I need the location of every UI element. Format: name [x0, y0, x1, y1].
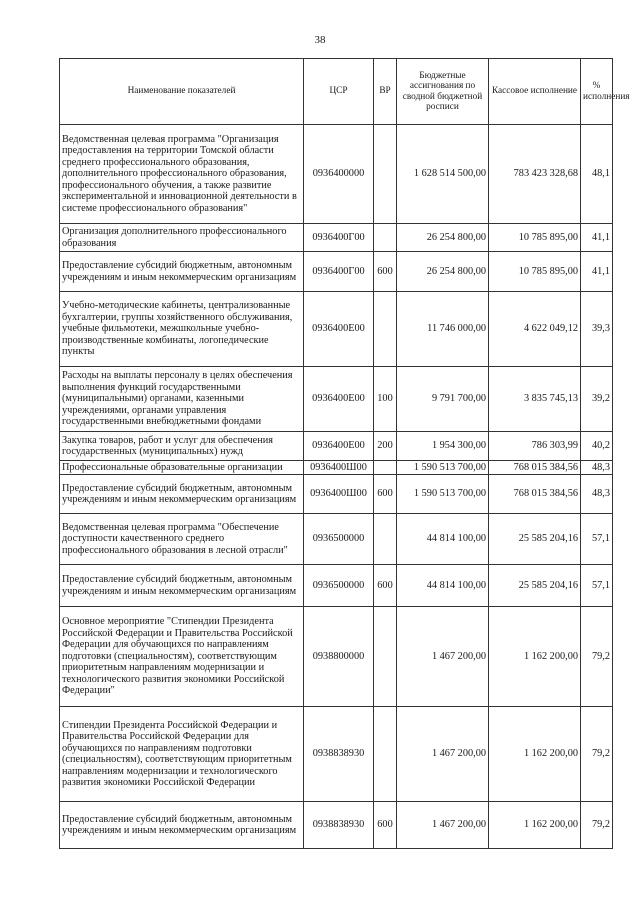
row-vr: 100 [374, 367, 397, 432]
table-row [60, 565, 613, 607]
row-vr: 600 [374, 565, 397, 607]
row-vr [374, 125, 397, 224]
row-name: Предоставление субсидий бюджетным, автономным учреждениям и иным некоммерческим организациям [60, 565, 304, 607]
row-name: Ведомственная целевая программа "Обеспечение доступности качественного среднего профессионального образования в лесной отрасли" [60, 514, 304, 565]
row-name: Ведомственная целевая программа "Организация предоставления на территории Томской области среднего профессионального образования, дополнительного профессионального образования, профессионального обучения, а также развитие экспериментальной и инновационной деятельности в системе профессионального образования" [60, 125, 304, 224]
row-csr: 0936500000 [304, 514, 374, 565]
row-pct: 48,3 [581, 475, 613, 514]
row-cash: 4 622 049,12 [489, 292, 581, 367]
row-vr: 600 [374, 802, 397, 849]
table-header-row [60, 59, 613, 125]
row-pct: 41,1 [581, 252, 613, 292]
table-row [60, 432, 613, 461]
row-csr: 0936500000 [304, 565, 374, 607]
row-pct: 39,3 [581, 292, 613, 367]
row-pct: 79,2 [581, 802, 613, 849]
row-csr: 0936400Ш00 [304, 461, 374, 475]
row-name: Закупка товаров, работ и услуг для обеспечения государственных (муниципальных) нужд [60, 432, 304, 461]
row-allocations: 44 814 100,00 [397, 565, 489, 607]
table-row [60, 367, 613, 432]
row-name: Предоставление субсидий бюджетным, автономным учреждениям и иным некоммерческим организациям [60, 802, 304, 849]
row-csr: 0936400Ш00 [304, 475, 374, 514]
row-pct: 48,1 [581, 125, 613, 224]
row-vr [374, 224, 397, 252]
table-row [60, 252, 613, 292]
header-name: Наименование показателей [60, 59, 304, 125]
row-csr: 0936400Е00 [304, 432, 374, 461]
row-csr: 0938838930 [304, 707, 374, 802]
table-row [60, 224, 613, 252]
table-row [60, 475, 613, 514]
header-allocations: Бюджетные ассигнования по сводной бюджетной росписи [397, 59, 489, 125]
row-allocations: 1 467 200,00 [397, 707, 489, 802]
row-allocations: 1 467 200,00 [397, 802, 489, 849]
row-allocations: 9 791 700,00 [397, 367, 489, 432]
row-name: Предоставление субсидий бюджетным, автономным учреждениям и иным некоммерческим организациям [60, 475, 304, 514]
row-vr [374, 607, 397, 707]
row-cash: 25 585 204,16 [489, 514, 581, 565]
row-pct: 79,2 [581, 607, 613, 707]
row-allocations: 1 590 513 700,00 [397, 461, 489, 475]
row-cash: 10 785 895,00 [489, 224, 581, 252]
table-row [60, 707, 613, 802]
row-cash: 10 785 895,00 [489, 252, 581, 292]
header-vr: ВР [374, 59, 397, 125]
row-pct: 41,1 [581, 224, 613, 252]
row-pct: 79,2 [581, 707, 613, 802]
header-cash: Кассовое исполнение [489, 59, 581, 125]
header-pct: % исполнения [581, 59, 613, 125]
row-csr: 0936400Г00 [304, 224, 374, 252]
row-allocations: 26 254 800,00 [397, 252, 489, 292]
row-vr: 600 [374, 475, 397, 514]
row-csr: 0936400Е00 [304, 292, 374, 367]
table-row [60, 292, 613, 367]
row-allocations: 26 254 800,00 [397, 224, 489, 252]
row-allocations: 1 590 513 700,00 [397, 475, 489, 514]
row-name: Профессиональные образовательные организации [60, 461, 304, 475]
row-cash: 25 585 204,16 [489, 565, 581, 607]
table-row [60, 802, 613, 849]
table-row [60, 125, 613, 224]
row-cash: 3 835 745,13 [489, 367, 581, 432]
row-name: Учебно-методические кабинеты, централизованные бухгалтерии, группы хозяйственного обслуживания, учебные фильмотеки, межшкольные учебно-производственные комбинаты, логопедические пункты [60, 292, 304, 367]
row-cash: 1 162 200,00 [489, 802, 581, 849]
row-csr: 0936400Е00 [304, 367, 374, 432]
page-number: 38 [314, 34, 326, 46]
row-vr [374, 514, 397, 565]
row-cash: 783 423 328,68 [489, 125, 581, 224]
row-pct: 48,3 [581, 461, 613, 475]
table-row [60, 607, 613, 707]
row-name: Предоставление субсидий бюджетным, автономным учреждениям и иным некоммерческим организациям [60, 252, 304, 292]
row-vr: 200 [374, 432, 397, 461]
row-name: Основное мероприятие "Стипендии Президента Российской Федерации и Правительства Российской Федерации для обучающихся по направлениям подготовки (специальностям), соответствующим приоритетным направлениям модернизации и технологического развития экономики Российской Федерации" [60, 607, 304, 707]
row-pct: 39,2 [581, 367, 613, 432]
row-pct: 57,1 [581, 565, 613, 607]
row-cash: 1 162 200,00 [489, 707, 581, 802]
table-row [60, 461, 613, 475]
row-pct: 40,2 [581, 432, 613, 461]
row-allocations: 1 467 200,00 [397, 607, 489, 707]
row-cash: 1 162 200,00 [489, 607, 581, 707]
row-name: Расходы на выплаты персоналу в целях обеспечения выполнения функций государственными (муниципальными) органами, казенными учреждениями, органами управления государственными внебюджетными фондами [60, 367, 304, 432]
row-csr: 0938838930 [304, 802, 374, 849]
row-vr [374, 707, 397, 802]
header-csr: ЦСР [304, 59, 374, 125]
row-csr: 0936400Г00 [304, 252, 374, 292]
table-row [60, 514, 613, 565]
row-vr [374, 292, 397, 367]
row-name: Стипендии Президента Российской Федерации и Правительства Российской Федерации для обучающихся по направлениям подготовки (специальностям), соответствующим приоритетным направлениям модернизации и технологического развития экономики Российской Федерации [60, 707, 304, 802]
row-allocations: 1 954 300,00 [397, 432, 489, 461]
row-name: Организация дополнительного профессионального образования [60, 224, 304, 252]
row-allocations: 11 746 000,00 [397, 292, 489, 367]
row-allocations: 44 814 100,00 [397, 514, 489, 565]
row-cash: 786 303,99 [489, 432, 581, 461]
row-vr [374, 461, 397, 475]
row-cash: 768 015 384,56 [489, 475, 581, 514]
budget-execution-table [59, 58, 630, 849]
row-csr: 0938800000 [304, 607, 374, 707]
row-cash: 768 015 384,56 [489, 461, 581, 475]
row-pct: 57,1 [581, 514, 613, 565]
row-allocations: 1 628 514 500,00 [397, 125, 489, 224]
row-vr: 600 [374, 252, 397, 292]
row-csr: 0936400000 [304, 125, 374, 224]
